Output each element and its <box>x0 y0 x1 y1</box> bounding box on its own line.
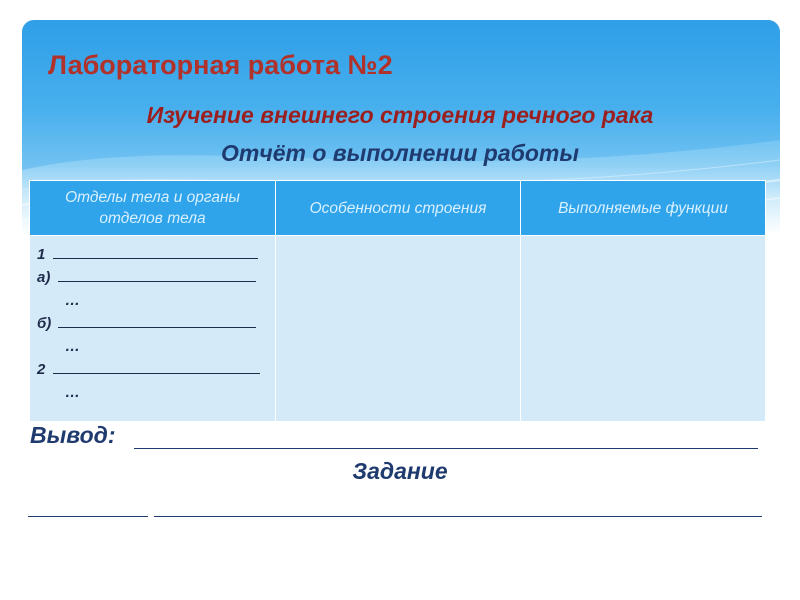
organ-list <box>31 237 274 404</box>
fill-in-blank[interactable] <box>58 269 256 282</box>
table-row <box>30 236 766 422</box>
report-table <box>29 180 766 422</box>
task-blank-line-long <box>154 516 762 517</box>
cell-functions[interactable] <box>521 236 766 422</box>
fill-in-blank[interactable] <box>58 315 256 328</box>
slide-subtitle: Изучение внешнего строения речного рака <box>146 102 654 128</box>
organ-line <box>37 358 274 381</box>
task-blank-line-short <box>28 516 148 517</box>
header-body-parts: Отделы тела и органы отделов тела <box>30 181 276 236</box>
cell-body-parts <box>30 236 276 422</box>
slide-title: Лабораторная работа №2 <box>48 50 393 80</box>
report-heading: Отчёт о выполнении работы <box>220 140 580 166</box>
conclusion-label: Вывод: <box>30 422 116 448</box>
organ-line <box>37 243 274 266</box>
organ-line-label: б) <box>37 315 56 332</box>
organ-line-label: 2 <box>37 361 50 378</box>
table-header-row <box>30 181 766 236</box>
organ-line <box>37 289 274 312</box>
organ-line <box>37 335 274 358</box>
conclusion-block <box>30 422 760 452</box>
organ-line-label: … <box>65 338 80 355</box>
cell-structure-features[interactable] <box>276 236 521 422</box>
fill-in-blank[interactable] <box>53 246 258 259</box>
organ-line <box>37 381 274 404</box>
organ-line-label: … <box>65 384 80 401</box>
fill-in-blank[interactable] <box>53 361 260 374</box>
organ-line-label: … <box>65 292 80 309</box>
organ-line <box>37 312 274 335</box>
organ-line-label: 1 <box>37 246 50 263</box>
header-functions: Выполняемые функции <box>521 181 766 236</box>
conclusion-blank-line <box>134 448 758 449</box>
header-structure-features: Особенности строения <box>276 181 521 236</box>
task-heading: Задание <box>352 458 448 484</box>
organ-line <box>37 266 274 289</box>
organ-line-label: а) <box>37 269 55 286</box>
